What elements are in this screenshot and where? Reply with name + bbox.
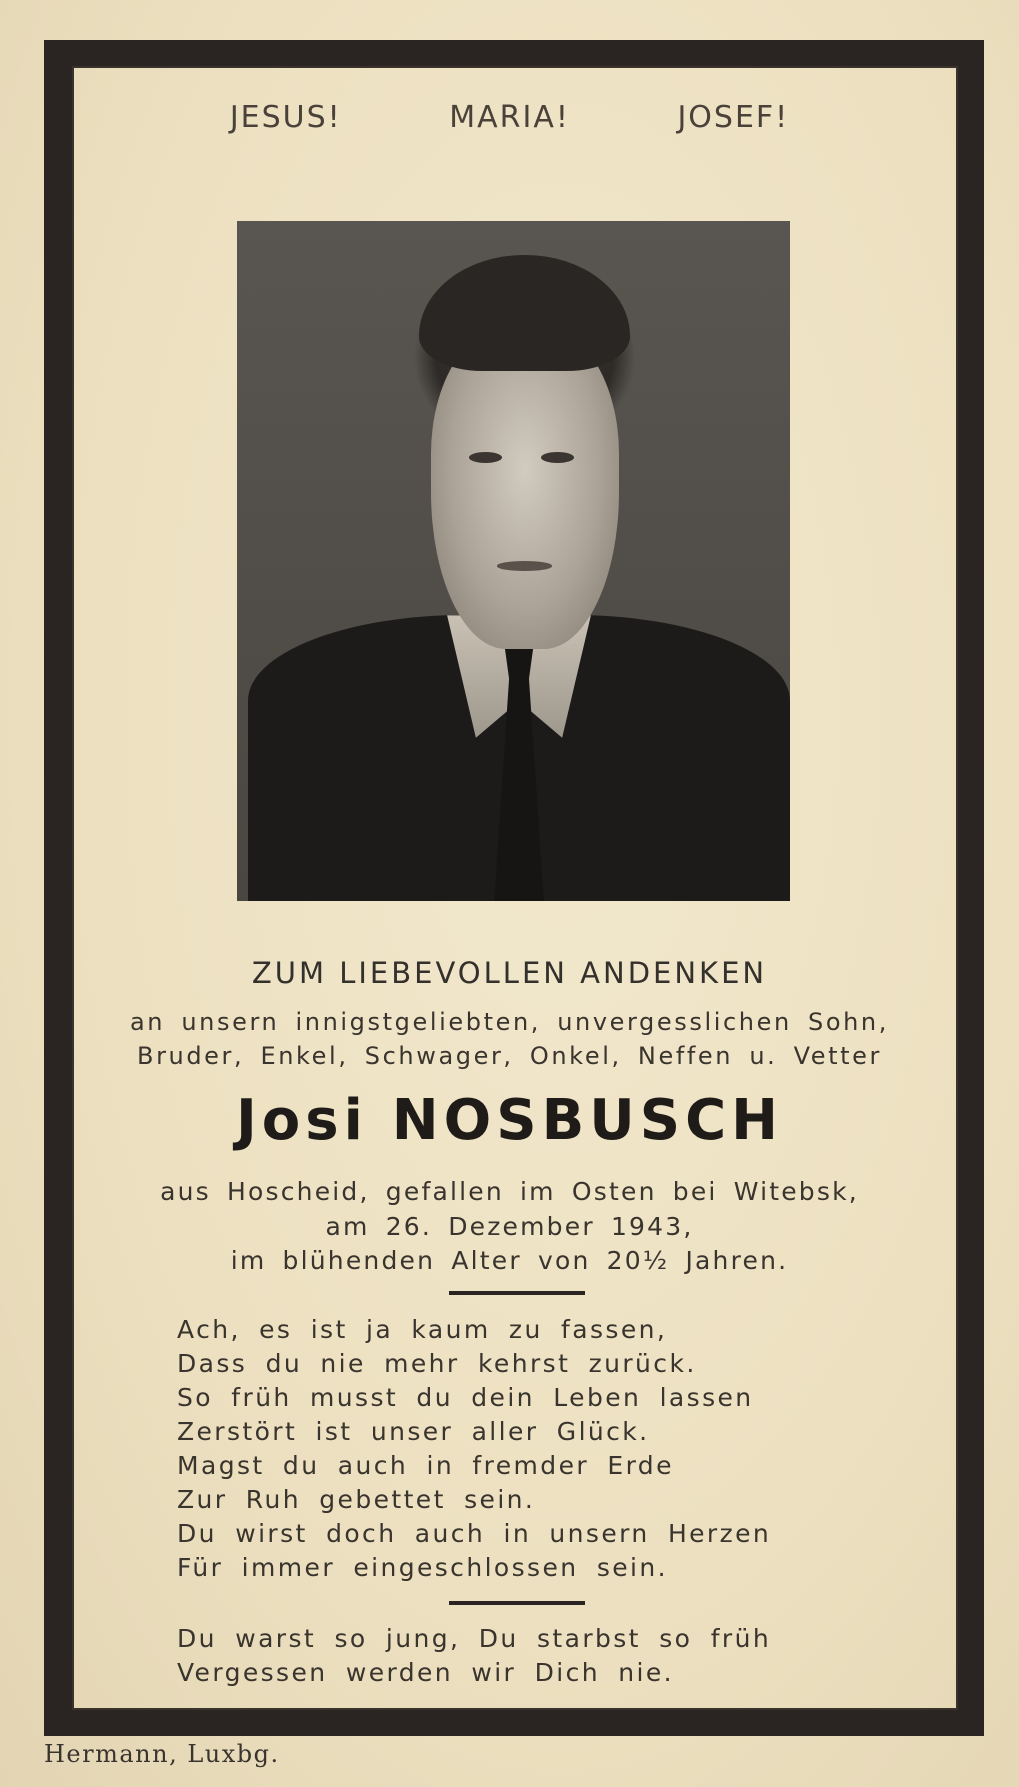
- poem-line: Dass du nie mehr kehrst zurück.: [177, 1349, 697, 1378]
- photo-face: [431, 323, 619, 649]
- age-line: im blühenden Alter von 20½ Jahren.: [230, 1246, 789, 1275]
- deceased-name: [0, 1088, 1019, 1153]
- poem-line: So früh musst du dein Leben lassen: [177, 1383, 754, 1412]
- poem-line: Für immer eingeschlossen sein.: [177, 1553, 668, 1582]
- poem-stanza-2: [177, 1622, 771, 1690]
- invocation-jesus: JESUS!: [229, 100, 342, 135]
- dedication-line-2: Bruder, Enkel, Schwager, Onkel, Neffen u. Vetter: [137, 1042, 882, 1070]
- poem-line: Magst du auch in fremder Erde: [177, 1451, 674, 1480]
- poem-line: Vergessen werden wir Dich nie.: [177, 1658, 675, 1687]
- invocation-josef: JOSEF!: [677, 100, 790, 135]
- dedication-line-1: an unsern innigstgeliebten, unvergesslichen Sohn,: [130, 1008, 889, 1036]
- printer-credit: Hermann, Luxbg.: [44, 1740, 280, 1768]
- photo-hair: [419, 255, 629, 371]
- poem-line: Du wirst doch auch in unsern Herzen: [177, 1519, 772, 1548]
- invocation-header: [0, 100, 1019, 135]
- portrait-photo: [237, 221, 790, 901]
- last-name: NOSBUSCH: [391, 1088, 784, 1153]
- poem-line: Zerstört ist unser aller Glück.: [177, 1417, 650, 1446]
- photo-mouth: [497, 561, 552, 571]
- divider-rule: [449, 1601, 585, 1605]
- first-name: Josi: [235, 1088, 368, 1153]
- death-place-line: aus Hoscheid, gefallen im Osten bei Witebsk,: [160, 1177, 859, 1206]
- poem-line: Du warst so jung, Du starbst so früh: [177, 1624, 772, 1653]
- poem-stanza-1: [177, 1313, 771, 1585]
- memorial-title: ZUM LIEBEVOLLEN ANDENKEN: [251, 956, 768, 990]
- poem-line: Zur Ruh gebettet sein.: [177, 1485, 536, 1514]
- invocation-maria: MARIA!: [449, 100, 570, 135]
- poem-line: Ach, es ist ja kaum zu fassen,: [177, 1315, 668, 1344]
- divider-rule: [449, 1291, 585, 1295]
- death-date-line: am 26. Dezember 1943,: [325, 1212, 694, 1241]
